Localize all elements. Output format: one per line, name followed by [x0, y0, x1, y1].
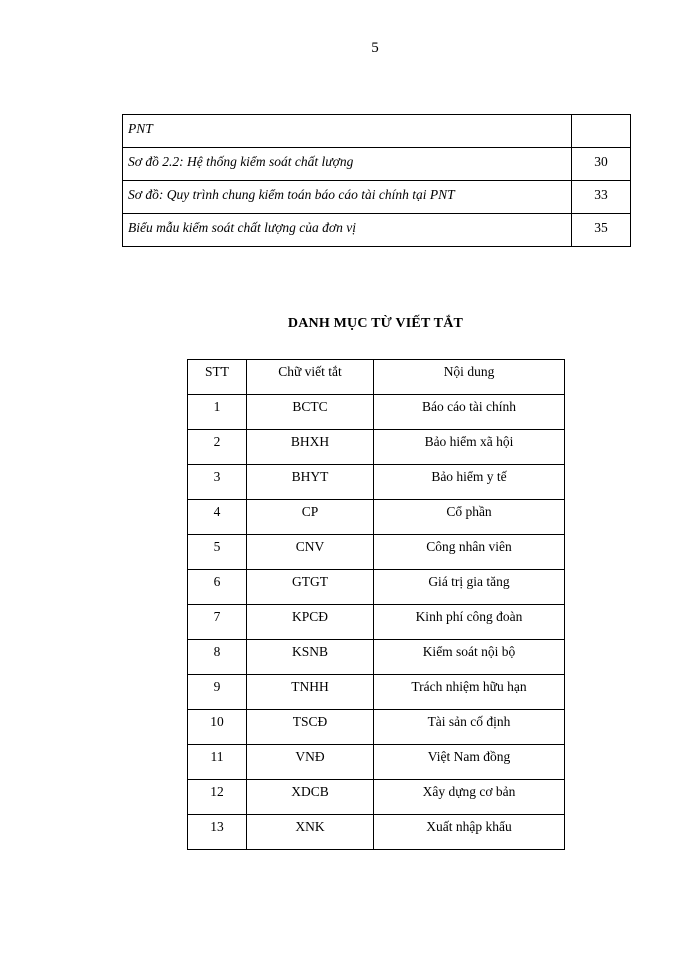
- table-row: [188, 500, 565, 535]
- row-abbr: XDCB: [247, 780, 374, 815]
- row-stt: 1: [188, 395, 247, 430]
- figure-page: 33: [572, 181, 631, 214]
- row-stt: 4: [188, 500, 247, 535]
- row-meaning: Xuất nhập khẩu: [374, 815, 565, 850]
- figure-title: Biểu mẫu kiểm soát chất lượng của đơn vị: [123, 214, 572, 247]
- table-row: [188, 570, 565, 605]
- row-stt: 3: [188, 465, 247, 500]
- row-stt: 8: [188, 640, 247, 675]
- table-row: [188, 430, 565, 465]
- figure-title: Sơ đồ: Quy trình chung kiểm toán báo cáo tài chính tại PNT: [123, 181, 572, 214]
- table-header-row: [188, 360, 565, 395]
- figure-title: PNT: [123, 115, 572, 148]
- column-header-abbr: Chữ viết tắt: [247, 360, 374, 395]
- row-meaning: Xây dựng cơ bản: [374, 780, 565, 815]
- figure-page: 35: [572, 214, 631, 247]
- page-number: 5: [371, 40, 379, 56]
- table-row: [188, 815, 565, 850]
- row-abbr: CP: [247, 500, 374, 535]
- row-stt: 13: [188, 815, 247, 850]
- table-row: [188, 675, 565, 710]
- row-meaning: Việt Nam đồng: [374, 745, 565, 780]
- row-stt: 9: [188, 675, 247, 710]
- table-row: [188, 745, 565, 780]
- section-heading: DANH MỤC TỪ VIẾT TẮT: [287, 316, 464, 331]
- row-stt: 5: [188, 535, 247, 570]
- table-row: [123, 181, 631, 214]
- row-stt: 6: [188, 570, 247, 605]
- row-abbr: VNĐ: [247, 745, 374, 780]
- row-stt: 2: [188, 430, 247, 465]
- row-abbr: BHXH: [247, 430, 374, 465]
- table-row: [188, 395, 565, 430]
- abbreviation-table: [187, 359, 565, 850]
- column-header-stt: STT: [188, 360, 247, 395]
- table-row: [188, 710, 565, 745]
- column-header-meaning: Nội dung: [374, 360, 565, 395]
- row-meaning: Công nhân viên: [374, 535, 565, 570]
- row-stt: 12: [188, 780, 247, 815]
- row-abbr: XNK: [247, 815, 374, 850]
- figure-list-table: [122, 114, 631, 247]
- table-row: [188, 465, 565, 500]
- row-stt: 7: [188, 605, 247, 640]
- table-row: [123, 214, 631, 247]
- row-meaning: Tài sản cố định: [374, 710, 565, 745]
- table-row: [188, 535, 565, 570]
- row-abbr: BHYT: [247, 465, 374, 500]
- figure-page: 30: [572, 148, 631, 181]
- figure-page: [572, 115, 631, 148]
- row-abbr: GTGT: [247, 570, 374, 605]
- row-abbr: KPCĐ: [247, 605, 374, 640]
- table-row: [188, 780, 565, 815]
- row-meaning: Báo cáo tài chính: [374, 395, 565, 430]
- figure-title: Sơ đồ 2.2: Hệ thống kiểm soát chất lượng: [123, 148, 572, 181]
- row-meaning: Giá trị gia tăng: [374, 570, 565, 605]
- row-meaning: Trách nhiệm hữu hạn: [374, 675, 565, 710]
- row-abbr: BCTC: [247, 395, 374, 430]
- row-abbr: TSCĐ: [247, 710, 374, 745]
- row-meaning: Cổ phần: [374, 500, 565, 535]
- row-stt: 10: [188, 710, 247, 745]
- table-row: [188, 605, 565, 640]
- row-meaning: Bảo hiểm y tế: [374, 465, 565, 500]
- row-meaning: Bảo hiểm xã hội: [374, 430, 565, 465]
- table-row: [188, 640, 565, 675]
- row-abbr: KSNB: [247, 640, 374, 675]
- table-row: [123, 115, 631, 148]
- row-stt: 11: [188, 745, 247, 780]
- table-row: [123, 148, 631, 181]
- row-meaning: Kinh phí công đoàn: [374, 605, 565, 640]
- row-abbr: CNV: [247, 535, 374, 570]
- row-abbr: TNHH: [247, 675, 374, 710]
- row-meaning: Kiểm soát nội bộ: [374, 640, 565, 675]
